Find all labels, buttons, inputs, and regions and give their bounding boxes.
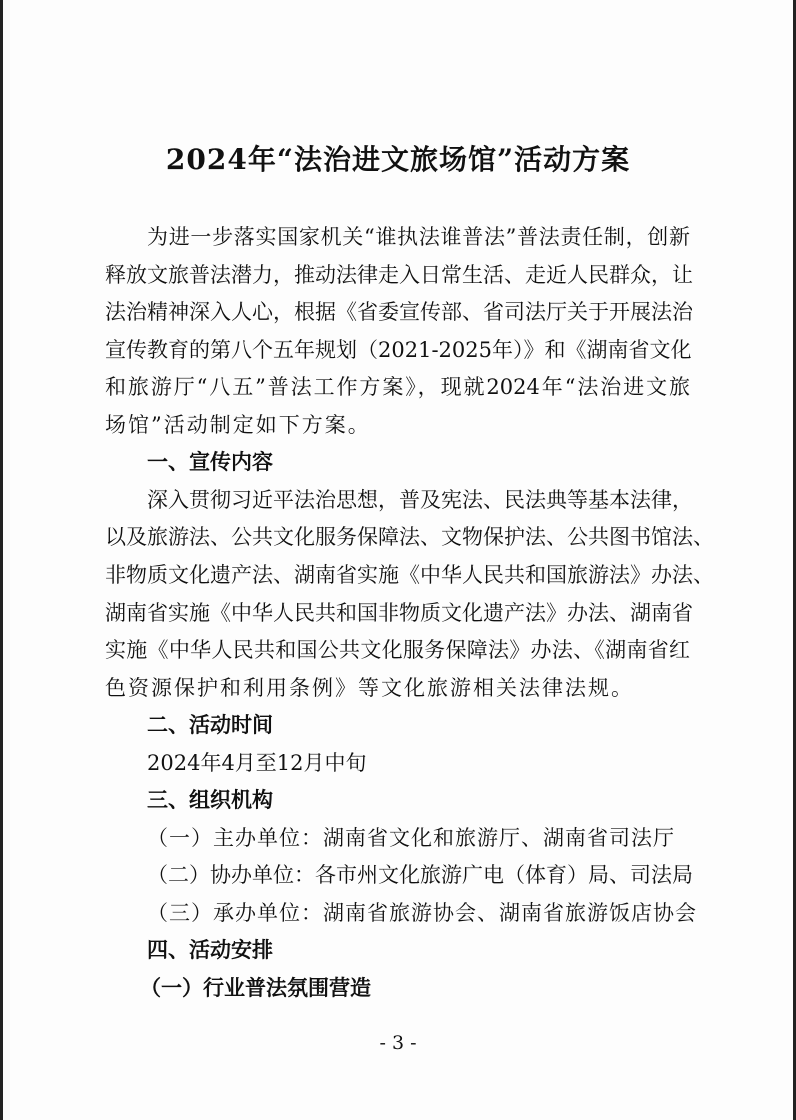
section-heading: 二、活动时间 (147, 713, 273, 737)
paragraph-line: 宣传教育的第八个五年规划（2021-2025年）》和《湖南省文化 (105, 338, 692, 362)
paragraph-line: 为进一步落实国家机关“谁执法谁普法”普法责任制，创新 (147, 225, 690, 249)
paragraph-line: 湖南省实施《中华人民共和国非物质文化遗产法》办法、湖南省 (105, 601, 693, 625)
subsection-heading: （一）行业普法氛围营造 (140, 976, 371, 1000)
paragraph-line: 色资源保护和利用条例》等文化旅游相关法律法规。 (105, 676, 634, 700)
paragraph-line: 实施《中华人民共和国公共文化服务保障法》办法、《湖南省红 (105, 638, 690, 662)
paragraph-line: 2024年4月至12月中旬 (147, 751, 367, 775)
paragraph-line: 以及旅游法、公共文化服务保障法、文物保护法、公共图书馆法、 (105, 525, 714, 549)
list-item: （一）主办单位：湖南省文化和旅游厅、湖南省司法厅 (147, 826, 675, 850)
paragraph-line: 非物质文化遗产法、湖南省实施《中华人民共和国旅游法》办法、 (105, 563, 714, 587)
paragraph-line: 深入贯彻习近平法治思想，普及宪法、民法典等基本法律， (147, 488, 693, 512)
section-heading: 一、宣传内容 (147, 450, 273, 474)
page-number: - 3 - (379, 1032, 417, 1054)
document-title: 2024年“法治进文旅场馆”活动方案 (165, 143, 631, 176)
paragraph-line: 法治精神深入人心，根据《省委宣传部、省司法厅关于开展法治 (105, 300, 693, 324)
section-heading: 三、组织机构 (147, 788, 273, 812)
paragraph-line: 场馆”活动制定如下方案。 (105, 413, 371, 437)
list-item: （二）协办单位：各市州文化旅游广电（体育）局、司法局 (147, 863, 693, 887)
list-item: （三）承办单位：湖南省旅游协会、湖南省旅游饭店协会 (147, 901, 697, 925)
section-heading: 四、活动安排 (147, 938, 273, 962)
paragraph-line: 释放文旅普法潜力，推动法律走入日常生活、走近人民群众，让 (105, 263, 693, 287)
paragraph-line: 和旅游厅“八五”普法工作方案》，现就2024年“法治进文旅 (105, 375, 690, 399)
